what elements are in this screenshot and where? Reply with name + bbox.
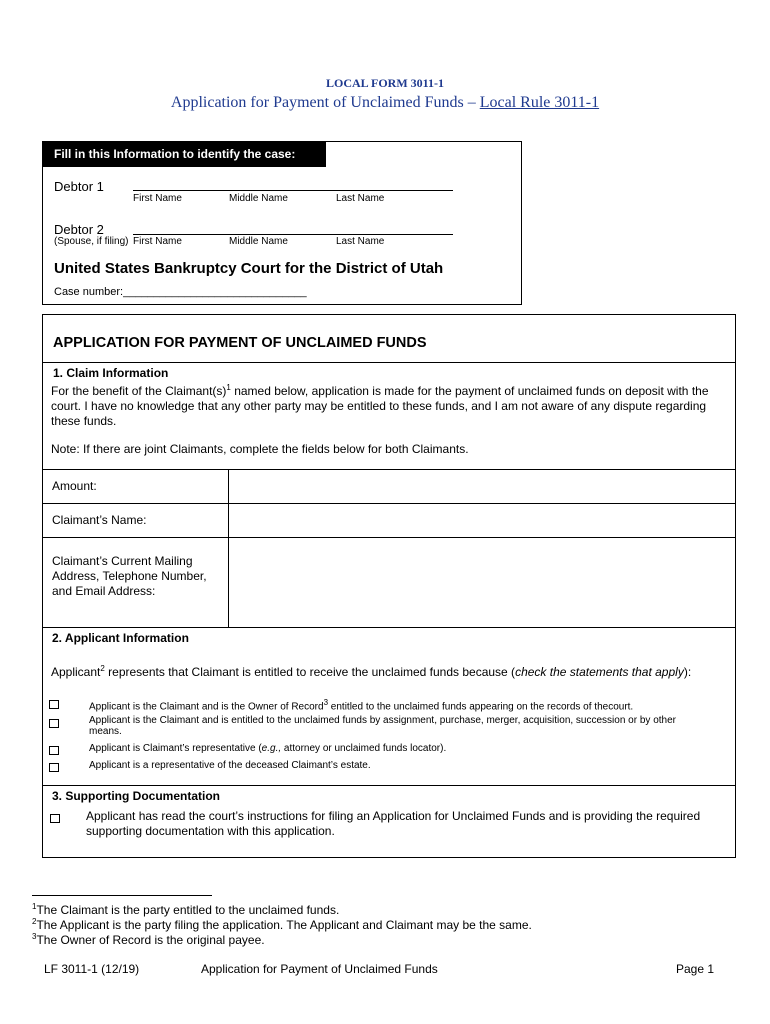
claimant-address-label: Claimant’s Current Mailing Address, Telephone Number, and Email Address:	[52, 554, 207, 598]
footnote-3	[32, 932, 265, 947]
opt3-italic: e.g.,	[261, 743, 282, 754]
footnote-text: The Claimant is the party entitled to the unclaimed funds.	[36, 903, 340, 917]
opt1-text-a: Applicant is the Claimant and is the Owner of Record	[89, 701, 324, 713]
debtor2-first-name-label: First Name	[133, 236, 182, 247]
claimant-name-input[interactable]	[231, 505, 731, 535]
field-column-divider	[228, 469, 229, 627]
footnote-ref-2: 2	[100, 664, 105, 673]
case-identification-box	[42, 141, 522, 305]
opt1-text-b: entitled to the unclaimed funds appearing on the records of thecourt.	[328, 701, 634, 713]
opt3-text-a: Applicant is Claimant’s representative (	[89, 743, 262, 754]
identify-heading: Fill in this Information to identify the case:	[43, 142, 326, 167]
joint-claimants-note: Note: If there are joint Claimants, complete the fields below for both Claimants.	[51, 442, 469, 456]
option-estate-checkbox[interactable]	[49, 763, 59, 772]
section1-text-b: named below, application is made for the payment of unclaimed funds on deposit with the court. I have no knowledge that any other party may be entitled to these funds, and I am not aware of any dispute regarding these funds.	[51, 384, 709, 428]
option-assignment-label: Applicant is the Claimant and is entitled to the unclaimed funds by assignment, purchase, merger, acquisition, succession or by other means.	[89, 715, 676, 737]
amount-input[interactable]	[231, 471, 731, 501]
title-main: Application for Payment of Unclaimed Funds –	[170, 94, 480, 111]
footnote-text: The Owner of Record is the original payee.	[36, 933, 265, 947]
claimant-name-label: Claimant’s Name:	[52, 513, 147, 527]
divider	[43, 627, 735, 628]
divider	[43, 469, 735, 470]
section2-intro-c: ):	[683, 665, 692, 679]
spouse-note: (Spouse, if filing)	[54, 236, 129, 247]
section1-heading: 1. Claim Information	[53, 366, 169, 380]
debtor2-middle-name-label: Middle Name	[229, 236, 288, 247]
court-name: United States Bankruptcy Court for the District of Utah	[54, 260, 444, 277]
application-box	[42, 314, 736, 858]
footnote-text: The Applicant is the party filing the application. The Applicant and Claimant may be the same.	[36, 918, 532, 932]
footnote-2	[32, 917, 532, 932]
supporting-documentation-label: Applicant has read the court’s instructions for filing an Application for Unclaimed Funds and is providing the required supporting documentation with this application.	[86, 809, 701, 838]
divider	[43, 537, 735, 538]
divider	[43, 362, 735, 363]
opt3-text-b: attorney or unclaimed funds locator).	[281, 743, 447, 754]
divider	[43, 785, 735, 786]
debtor1-label: Debtor 1	[54, 179, 104, 194]
supporting-documentation-checkbox[interactable]	[50, 814, 60, 823]
footer-form-id: LF 3011-1 (12/19)	[44, 962, 140, 976]
footnote-1	[32, 902, 339, 917]
option-owner-of-record-checkbox[interactable]	[49, 700, 59, 709]
section1-text-a: For the benefit of the Claimant(s)	[51, 384, 227, 398]
local-rule-link[interactable]: Local Rule 3011-1	[479, 94, 600, 111]
form-number: LOCAL FORM 3011-1	[325, 76, 444, 90]
debtor2-last-name-label: Last Name	[336, 236, 385, 247]
section2-intro-b: represents that Claimant is entitled to receive the unclaimed funds because (	[104, 665, 516, 679]
footer-title: Application for Payment of Unclaimed Funds	[201, 962, 438, 976]
claimant-address-input[interactable]	[231, 539, 731, 625]
page-title	[0, 94, 770, 112]
debtor1-first-name-label: First Name	[133, 193, 182, 204]
footnote-num: 1	[32, 902, 37, 911]
section2-intro-italic: check the statements that apply	[515, 665, 684, 679]
application-title: APPLICATION FOR PAYMENT OF UNCLAIMED FUNDS	[53, 335, 427, 351]
option-assignment-checkbox[interactable]	[49, 719, 59, 728]
footnote-num: 2	[32, 917, 37, 926]
section3-heading: 3. Supporting Documentation	[52, 789, 220, 803]
divider	[43, 503, 735, 504]
section2-intro-a: Applicant	[51, 665, 101, 679]
option-representative-label	[89, 743, 729, 754]
debtor2-label: Debtor 2	[54, 222, 104, 237]
section2-intro	[51, 661, 731, 680]
footnote-separator	[32, 895, 212, 896]
debtor2-name-line[interactable]	[133, 234, 453, 235]
footnote-ref-3: 3	[323, 698, 329, 707]
section2-heading: 2. Applicant Information	[52, 631, 189, 645]
amount-label: Amount:	[52, 479, 97, 493]
debtor1-middle-name-label: Middle Name	[229, 193, 288, 204]
option-representative-checkbox[interactable]	[49, 746, 59, 755]
option-owner-of-record-label	[89, 697, 729, 712]
debtor1-last-name-label: Last Name	[336, 193, 385, 204]
footnote-num: 3	[32, 932, 37, 941]
footnote-ref-1: 1	[226, 383, 231, 392]
section1-paragraph	[51, 380, 727, 429]
debtor1-name-line[interactable]	[133, 190, 453, 191]
footer-page-number: Page 1	[676, 962, 715, 976]
case-number-field[interactable]: Case number:______________________________	[54, 286, 307, 298]
option-estate-label: Applicant is a representative of the deceased Claimant’s estate.	[89, 760, 371, 771]
